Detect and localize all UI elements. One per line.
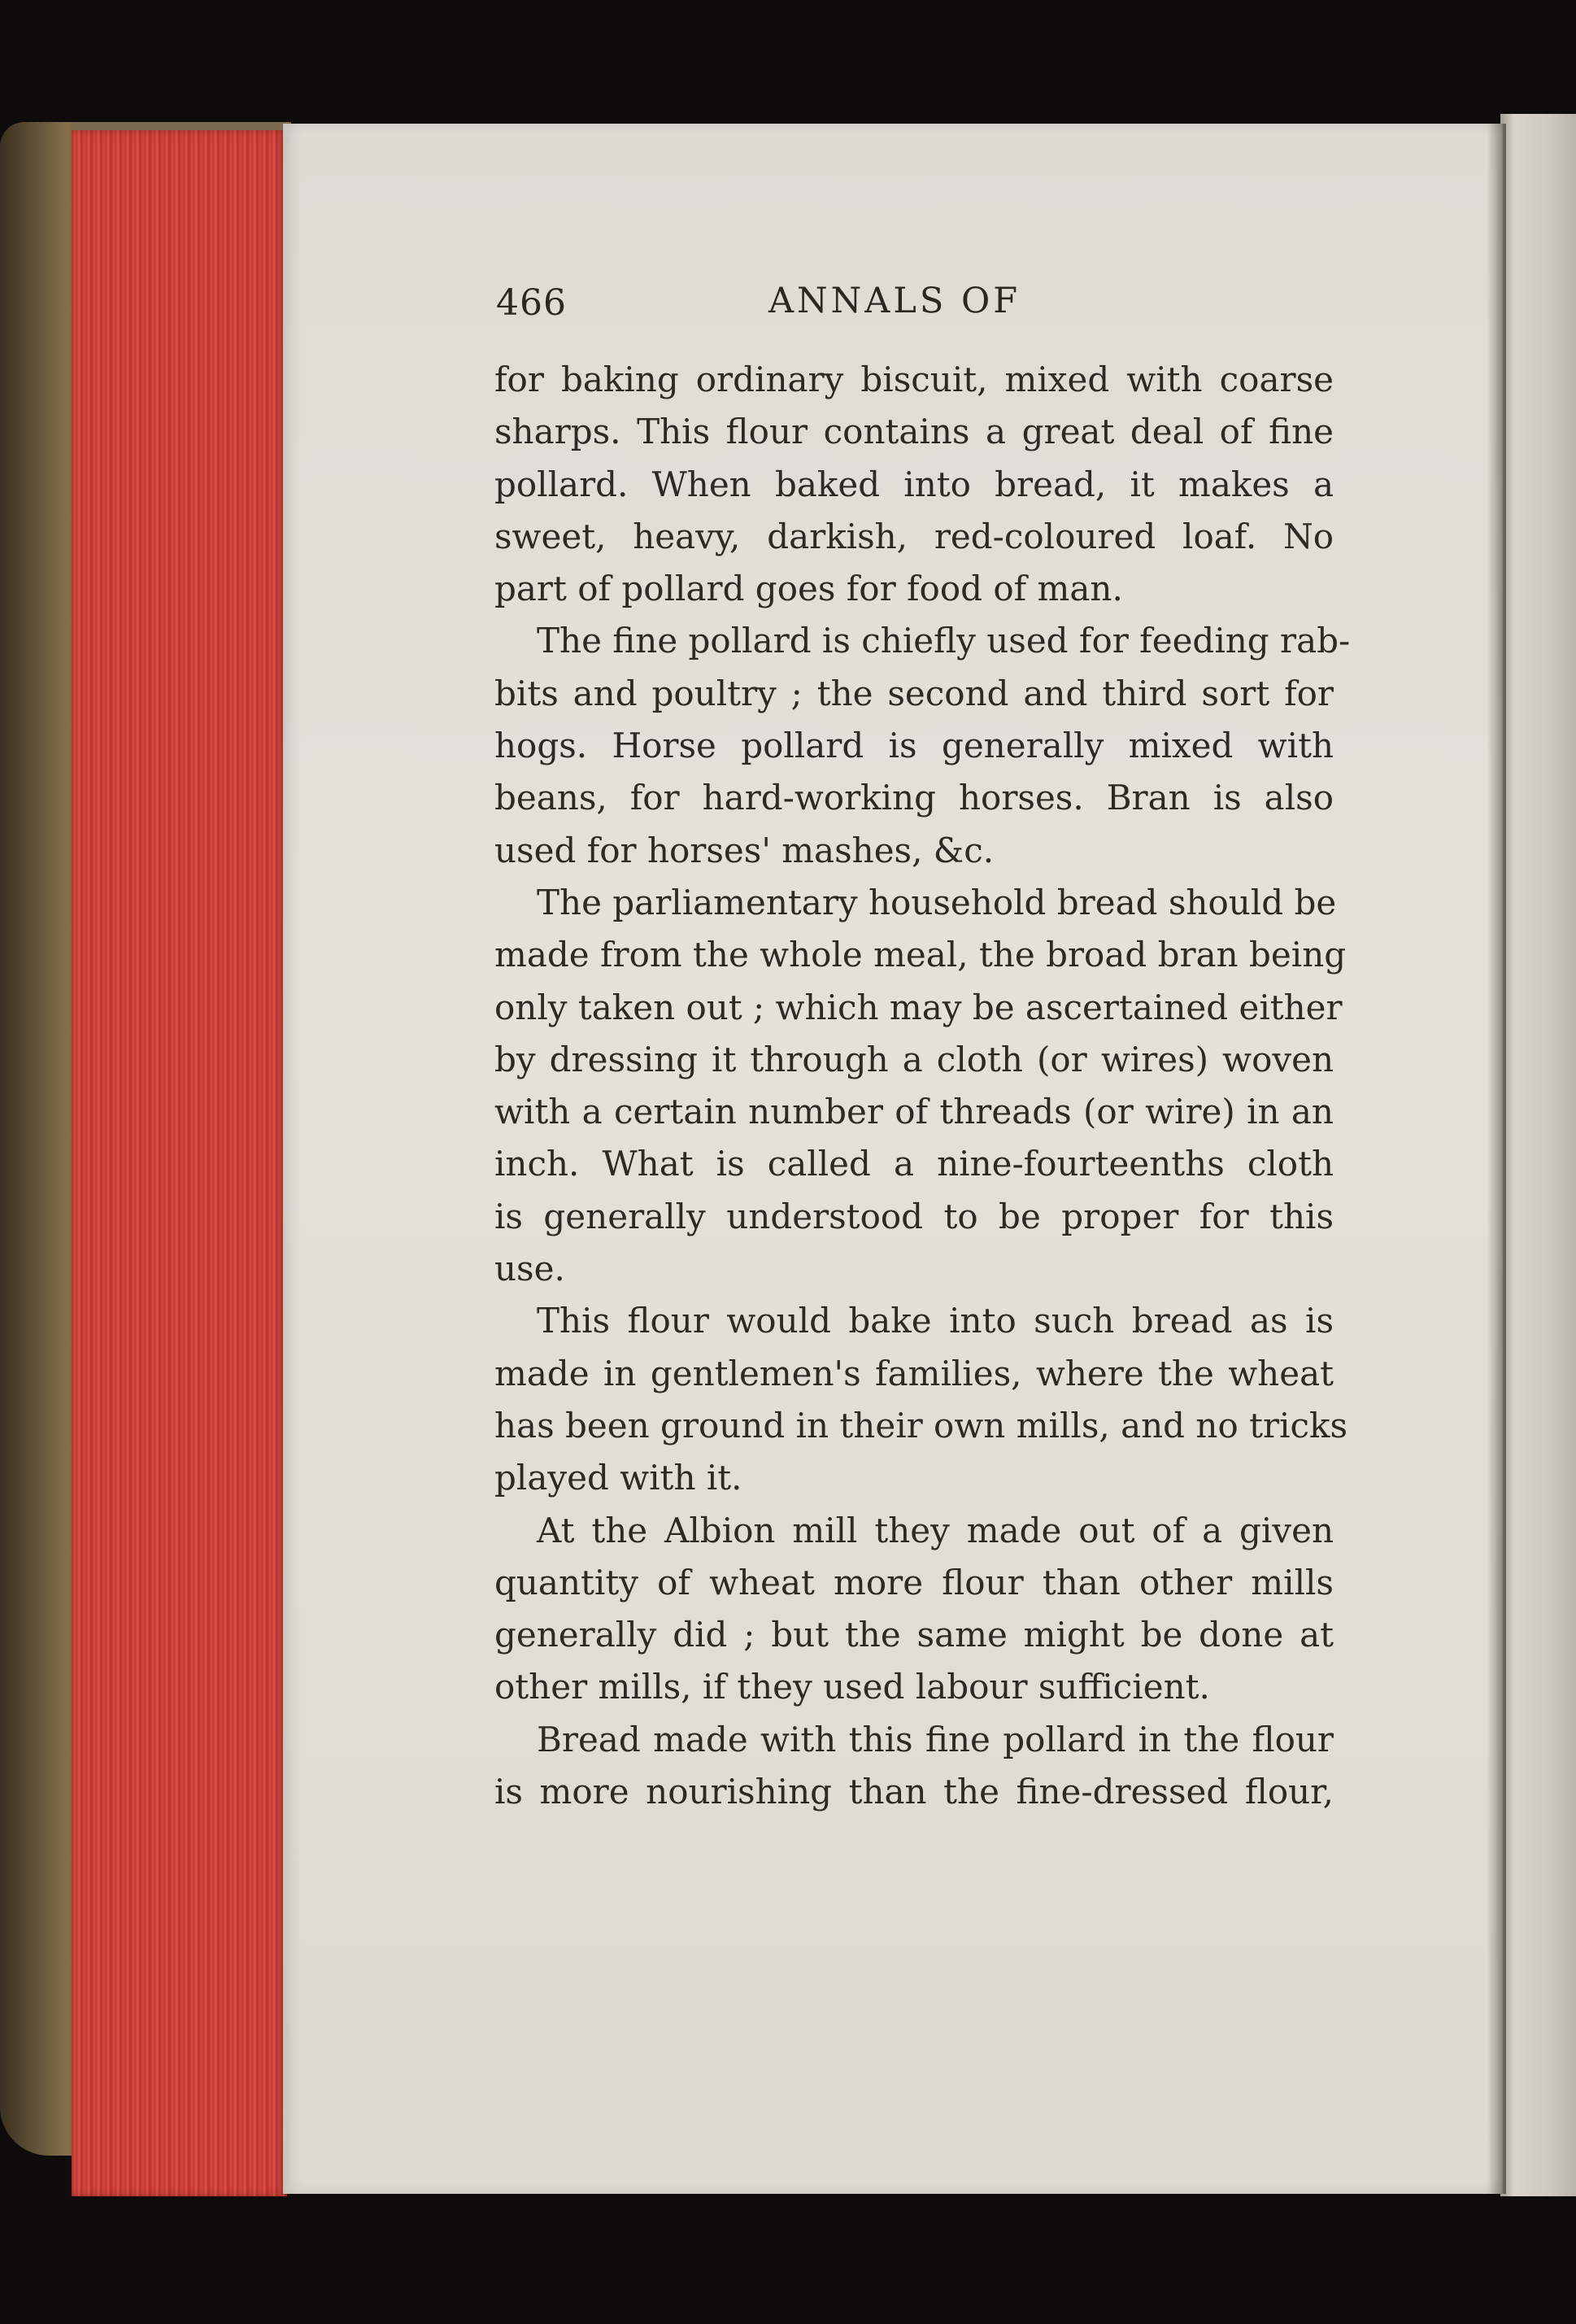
text-line: part of pollard goes for food of man. [494, 569, 1123, 609]
text-line: made in gentlemen's families, where the wheat [494, 1353, 1334, 1393]
body-text [494, 354, 1351, 1818]
text-line: is generally understood to be proper for this [494, 1196, 1334, 1236]
text-line: inch. What is called a nine-fourteenths cloth [494, 1144, 1334, 1184]
text-line: sweet, heavy, darkish, red-coloured loaf. No [494, 516, 1334, 556]
text-line: quantity of wheat more flour than other mills [494, 1562, 1334, 1602]
text-line: hogs. Horse pollard is generally mixed with [494, 726, 1334, 766]
text-line: sharps. This flour contains a great deal of fine [494, 412, 1334, 452]
text-line: This flour would bake into such bread as is [537, 1301, 1334, 1341]
text-line: used for horses' mashes, &c. [494, 830, 995, 870]
text-line: Bread made with this fine pollard in the flour [537, 1719, 1334, 1759]
text-line: The fine pollard is chiefly used for feeding rab- [537, 621, 1351, 661]
text-line: other mills, if they used labour sufficient. [494, 1667, 1210, 1707]
text-line: for baking ordinary biscuit, mixed with coarse [494, 360, 1334, 399]
text-line: beans, for hard-working horses. Bran is also [494, 778, 1334, 818]
page-gutter [1487, 124, 1506, 2194]
page-number: 466 [496, 282, 567, 324]
running-head: ANNALS OF [768, 281, 1021, 321]
text-line: is more nourishing than the fine-dressed flour, [494, 1772, 1334, 1812]
text-line: with a certain number of threads (or wire) in an [494, 1092, 1334, 1132]
red-page-edges [72, 130, 287, 2196]
text-line: by dressing it through a cloth (or wires) woven [494, 1039, 1334, 1079]
text-line: generally did ; but the same might be done at [494, 1615, 1334, 1655]
text-line: use. [494, 1249, 565, 1289]
facing-page-edge [1500, 114, 1576, 2196]
text-line: played with it. [494, 1458, 742, 1498]
text-line: made from the whole meal, the broad bran being [494, 935, 1347, 975]
text-line: has been ground in their own mills, and no tricks [494, 1405, 1347, 1445]
text-line: only taken out ; which may be ascertained either [494, 987, 1343, 1027]
text-line: The parliamentary household bread should be [537, 882, 1337, 922]
text-line: pollard. When baked into bread, it makes a [494, 464, 1334, 504]
text-line: bits and poultry ; the second and third sort for [494, 673, 1334, 713]
text-line: At the Albion mill they made out of a given [537, 1510, 1334, 1550]
page-header [496, 273, 1334, 329]
